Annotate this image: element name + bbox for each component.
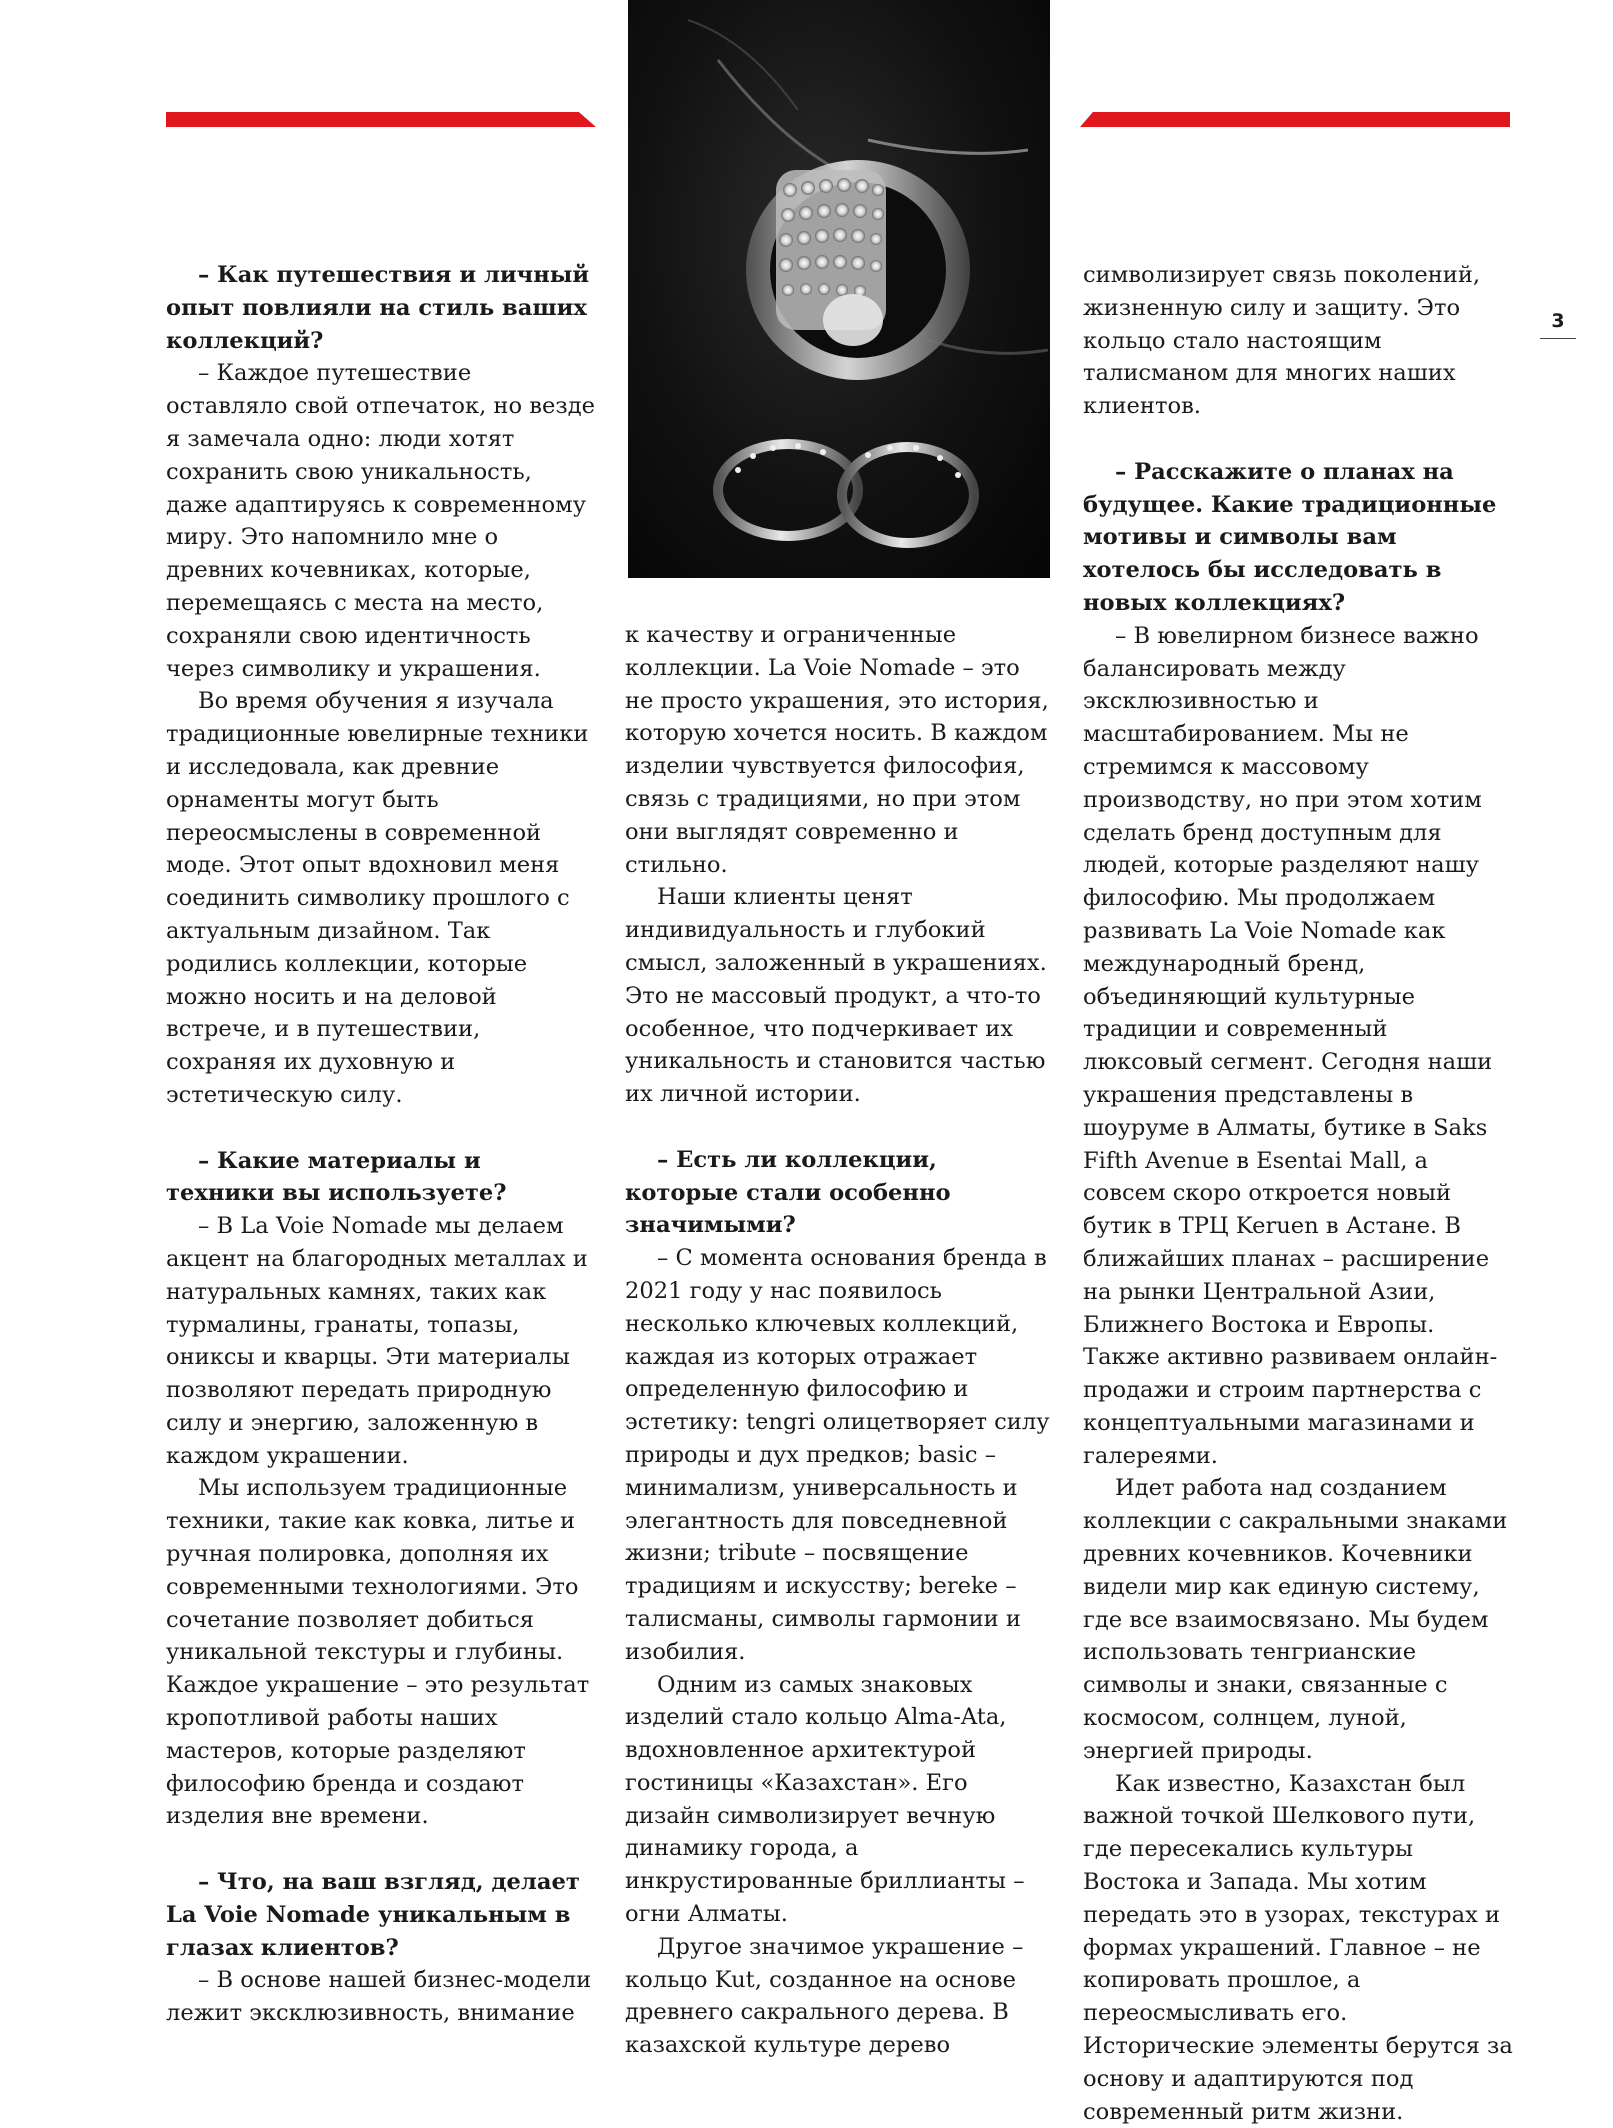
interview-answer: – В основе нашей бизнес-модели лежит эксклюзивность, внимание (166, 1967, 592, 2027)
text-column-3 (1083, 259, 1513, 2128)
jewelry-photo (628, 0, 1050, 578)
text-column-1 (166, 259, 596, 2030)
page-number-rule (1540, 338, 1576, 339)
body-paragraph: Наши клиенты ценят индивидуальность и глубокий смысл, заложенный в украшениях. Это не массовый продукт, а что-то особенное, что подчеркивает их уникальность и становится частью их личной истории. (625, 884, 1047, 1108)
body-paragraph: Во время обучения я изучала традиционные ювелирные техники и исследовала, как древние орнаменты могут быть переосмыслены в современной моде. Этот опыт вдохновил меня соединить символику прошлого с актуальным дизайном. Так родились коллекции, которые можно носить и на деловой встрече, и в путешествии, сохраняя их духовную и эстетическую силу. (166, 688, 589, 1108)
interview-answer: – В ювелирном бизнесе важно балансировать между эксклюзивностью и масштабированием. Мы не стремимся к массовому производству, но при этом хотим сделать бренд доступным для людей, которые разделяют нашу философию. Мы продолжаем развивать La Voie Nomade как международный бренд, объединяющий культурные традиции и современный люксовый сегмент. Сегодня наши украшения представлены в шоуруме в Алматы, бутике в Saks Fifth Avenue в Esentai Mall, а совсем скоро откроется новый бутик в ТРЦ Keruen в Астане. В ближайших планах – расширение на рынки Центральной Азии, Ближнего Востока и Европы. Также активно развиваем онлайн-продажи и строим партнерства с концептуальными магазинами и галереями. (1083, 622, 1498, 1469)
interview-question: – Какие материалы и техники вы используете? (166, 1147, 507, 1207)
body-paragraph: Одним из самых знаковых изделий стало кольцо Alma-Ata, вдохновленное архитектурой гостиницы «Казахстан». Его дизайн символизирует вечную динамику города, а инкрустированные бриллианты – огни Алматы. (625, 1671, 1025, 1928)
body-paragraph: к качеству и ограниченные коллекции. La Voie Nomade – это не просто украшения, это история, которую хочется носить. В каждом изделии чувствуется философия, связь с традициями, но при этом они выглядят современно и стильно. (625, 622, 1049, 878)
interview-question: – Что, на ваш взгляд, делает La Voie Nomade уникальным в глазах клиентов? (166, 1869, 580, 1961)
body-paragraph: Идет работа над созданием коллекции с сакральными знаками древних кочевников. Кочевники видели мир как единую систему, где все взаимосвязано. Мы будем использовать тенгрианские символы и знаки, связанные с космосом, солнцем, луной, энергией природы. (1083, 1475, 1508, 1764)
red-accent-stripe-left (166, 112, 596, 127)
interview-answer: – В La Voie Nomade мы делаем акцент на благородных металлах и натуральных камнях, таких как турмалины, гранаты, топазы, ониксы и кварцы. Эти материалы позволяют передать природную силу и энергию, заложенную в каждом украшении. (166, 1213, 588, 1469)
interview-question: – Есть ли коллекции, которые стали особенно значимыми? (625, 1146, 951, 1239)
interview-question: – Как путешествия и личный опыт повлияли на стиль ваших коллекций? (166, 262, 590, 354)
text-column-2 (625, 619, 1055, 2062)
interview-answer: – Каждое путешествие оставляло свой отпечаток, но везде я замечала одно: люди хотят сохранить свою уникальность, даже адаптируясь к современному миру. Это напомнило мне о древних кочевниках, которые, перемещаясь с места на место, сохраняли свою идентичность через символику и украшения. (166, 360, 595, 682)
interview-question: – Расскажите о планах на будущее. Какие традиционные мотивы и символы вам хотелось бы исследовать в новых коллекциях? (1083, 458, 1497, 616)
interview-answer: – С момента основания бренда в 2021 году у нас появилось несколько ключевых коллекций, каждая из которых отражает определенную философию и эстетику: tengri олицетворяет силу природы и дух предков; basic – минимализм, универсальность и элегантность для повседневной жизни; tribute – посвящение традициям и искусству; bereke – талисманы, символы гармонии и изобилия. (625, 1245, 1050, 1665)
body-paragraph: Мы используем традиционные техники, такие как ковка, литье и ручная полировка, дополняя их современными технологиями. Это сочетание позволяет добиться уникальной текстуры и глубины. Каждое украшение – это результат кропотливой работы наших мастеров, которые разделяют философию бренда и создают изделия вне времени. (166, 1475, 590, 1830)
page-number: 3 (1551, 310, 1565, 332)
body-paragraph: Другое значимое украшение – кольцо Kut, созданное на основе древнего сакрального дерева. В казахской культуре дерево (625, 1933, 1024, 2059)
body-paragraph: символизирует связь поколений, жизненную силу и защиту. Это кольцо стало настоящим талисманом для многих наших клиентов. (1083, 262, 1481, 420)
red-accent-stripe-right (1080, 112, 1510, 127)
body-paragraph: Как известно, Казахстан был важной точкой Шелкового пути, где пересекались культуры Востока и Запада. Мы хотим передать это в узорах, текстурах и формах украшений. Главное – не копировать прошлое, а переосмысливать его. Исторические элементы берутся за основу и адаптируются под современный ритм жизни. (1083, 1770, 1513, 2125)
